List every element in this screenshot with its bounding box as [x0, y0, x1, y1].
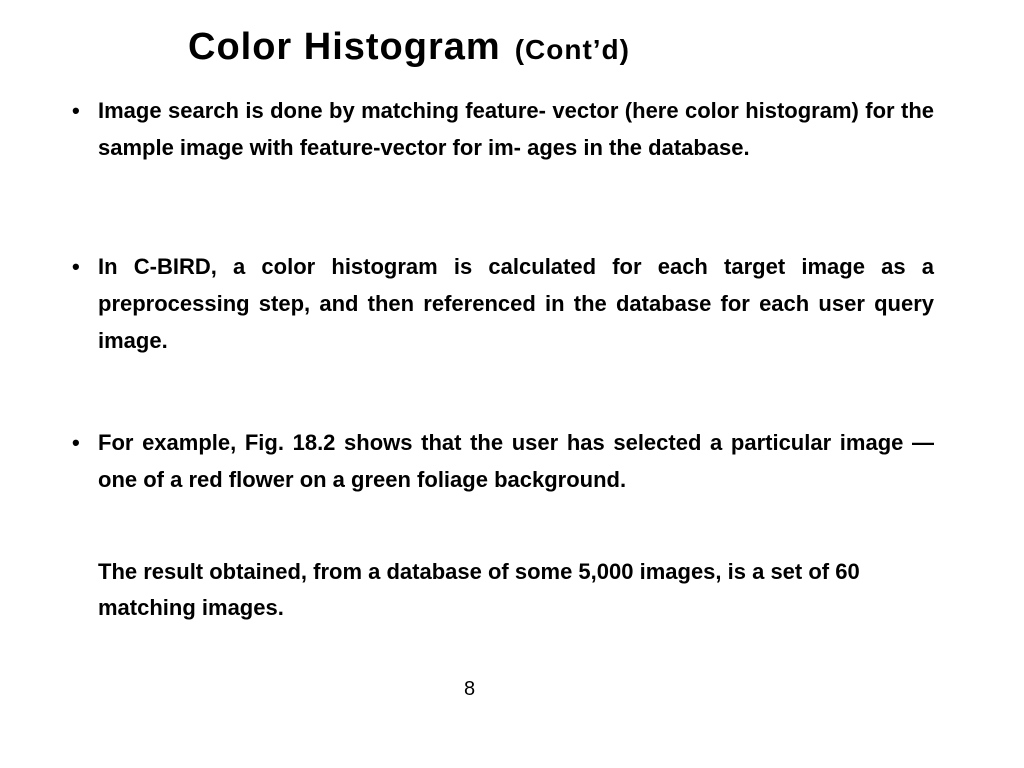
bullet-item-example [72, 424, 934, 498]
title-main: Color Histogram [188, 26, 501, 68]
bullet-marker: • [72, 430, 80, 455]
slide-title [188, 26, 630, 69]
title-suffix: (Cont’d) [514, 34, 630, 65]
bullet-text: Image search is done by matching feature- vector (here color histogram) for the sample image with feature-vector for im- ages in the database. [98, 98, 934, 160]
page-number: 8 [464, 678, 476, 700]
bullet-text: For example, Fig. 18.2 shows that the user has selected a particular image — one of a red flower on a green foliage background. [98, 430, 934, 492]
bullet-item-image-search [72, 92, 934, 166]
bullet-marker: • [72, 254, 80, 279]
bullet-marker: • [72, 98, 80, 123]
bullet-text: In C-BIRD, a color histogram is calculated for each target image as a preprocessing step, and then referenced in the database for each user query image. [98, 254, 934, 353]
bullet-item-c-bird [72, 248, 934, 359]
result-paragraph: The result obtained, from a database of some 5,000 images, is a set of 60 matching images. [98, 559, 860, 620]
